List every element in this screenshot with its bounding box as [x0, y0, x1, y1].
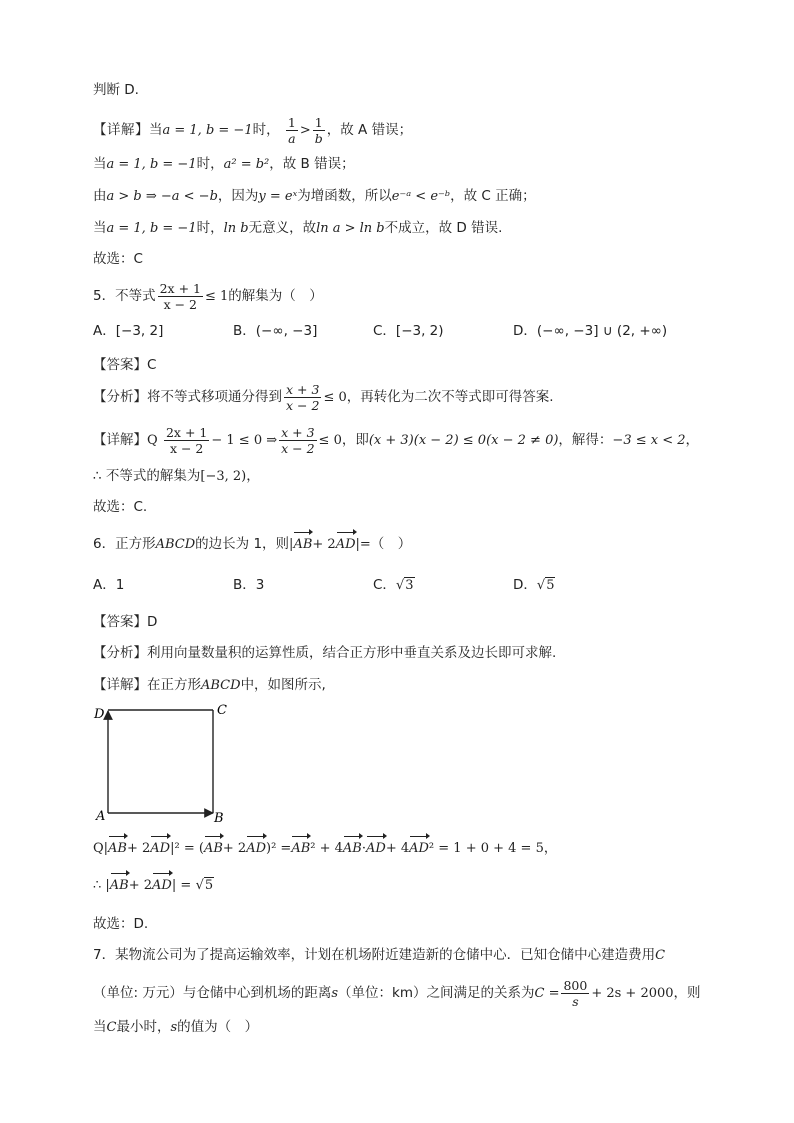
vector: AD	[409, 839, 429, 859]
calculation-line	[93, 838, 557, 859]
numerator: 2x + 1	[159, 280, 201, 296]
final-answer-line	[93, 497, 147, 517]
denominator: x − 2	[163, 296, 197, 312]
math: |	[289, 537, 294, 552]
math: a = 1, b = −1	[106, 221, 197, 236]
text: 当	[93, 220, 107, 236]
question-7-line-3	[93, 1017, 258, 1038]
detail-tag: 【详解】	[93, 122, 149, 138]
math: ln a > ln b	[316, 221, 385, 236]
math: ≤ 0	[318, 433, 342, 448]
math: a > b ⇒ −a < −b	[106, 189, 218, 204]
text: ，则	[673, 985, 701, 1001]
denominator: x − 2	[281, 440, 315, 456]
math: a = 1, b = −1	[106, 157, 197, 172]
text: （单位: 万元）与仓储中心到机场的距离	[93, 985, 332, 1001]
text: 当	[93, 156, 107, 172]
text: 将不等式移项通分得到	[147, 389, 282, 405]
vector: AD	[152, 876, 172, 896]
text: ，即	[341, 432, 369, 448]
option-a: A．[−3, 2]	[93, 323, 164, 339]
option-c	[373, 575, 513, 596]
fraction	[313, 115, 325, 146]
math: ∴ |	[93, 878, 110, 893]
detail-tag: 【详解】	[93, 677, 147, 693]
text: 7．某物流公司为了提高运输效率，计划在机场附近建造新的仓储中心．已知仓储中心建造费用	[93, 947, 656, 963]
math: e⁻ᵃ < e⁻ᵇ	[391, 189, 451, 204]
fraction	[284, 382, 321, 413]
text: 不成立，故 D 错误.	[384, 220, 503, 236]
math: ABCD	[155, 537, 196, 552]
math: + 2	[128, 878, 153, 893]
denominator: a	[288, 130, 296, 146]
text: 无意义，故	[248, 220, 317, 236]
question-6-stem	[93, 534, 411, 555]
numerator: 2x + 1	[165, 424, 208, 440]
math: ² + 4	[310, 841, 343, 856]
vector: AB	[108, 839, 127, 859]
numerator: x + 3	[286, 381, 320, 397]
text: 的边长为 1，则	[195, 536, 290, 552]
fraction	[158, 281, 203, 312]
text-line	[93, 154, 355, 175]
vertex-label-c: C	[217, 703, 227, 718]
text: ，	[246, 468, 260, 484]
text: 判断 D.	[93, 82, 139, 98]
analysis-line	[93, 378, 554, 416]
math: |=	[355, 537, 371, 552]
question-7-line-1	[93, 945, 665, 966]
sqrt: √3	[395, 578, 414, 593]
text: 当	[149, 122, 163, 138]
vector: AB	[110, 876, 129, 896]
text: 为增函数，所以	[297, 188, 392, 204]
option-b: B．3	[233, 577, 265, 593]
option-label: C．	[373, 577, 396, 593]
text: ，	[685, 432, 700, 448]
math: >	[299, 123, 311, 138]
math: | =	[171, 878, 192, 893]
question-6-options	[93, 575, 555, 596]
math: |² = (	[170, 841, 204, 856]
answer-value: D	[147, 614, 158, 630]
text: ，解得：	[558, 432, 613, 448]
math: ln b	[223, 221, 249, 236]
result-line	[93, 875, 214, 896]
denominator: x − 2	[286, 397, 320, 413]
fraction	[561, 978, 589, 1009]
vertex-label-b: B	[214, 811, 224, 826]
text: ，因为	[217, 188, 259, 204]
answer-tag: 【答案】	[93, 614, 147, 630]
answer-value: C	[147, 357, 157, 373]
text: 的值为（ ）	[177, 1019, 259, 1035]
text: （ ）	[370, 536, 412, 552]
text: 故选：D.	[93, 916, 149, 932]
text: 中，如图所示,	[240, 677, 326, 693]
analysis-tag: 【分析】	[93, 645, 147, 661]
denominator: b	[314, 130, 323, 146]
math: − 1 ≤ 0 ⇒	[211, 433, 278, 448]
analysis-tag: 【分析】	[93, 389, 147, 405]
math: Q	[147, 433, 158, 448]
denominator: x − 2	[169, 440, 204, 456]
math: a² = b²	[223, 157, 270, 172]
answer-line	[93, 612, 157, 632]
math: Q|	[93, 841, 109, 856]
math: + 2	[222, 841, 247, 856]
text: 故选：C	[93, 251, 143, 267]
vector: AB	[293, 535, 312, 555]
vertex-label-a: A	[96, 809, 106, 824]
math: C	[655, 948, 666, 963]
vector: AB	[291, 839, 310, 859]
radicand: 5	[546, 578, 555, 593]
vector: AB	[204, 839, 223, 859]
answer-line	[93, 355, 156, 375]
option-label: D．	[513, 577, 537, 593]
numerator: 800	[563, 977, 588, 993]
option-a: A．1	[93, 577, 125, 593]
math: C	[106, 1020, 117, 1035]
sqrt: √5	[195, 878, 214, 893]
math: C =	[534, 986, 560, 1001]
text: ，再转化为二次不等式即可得答案.	[346, 389, 554, 405]
detail-line	[93, 675, 326, 696]
text: 故选：C.	[93, 499, 148, 515]
math: + 2s + 2000	[591, 986, 674, 1001]
text: 在正方形	[147, 677, 201, 693]
text: ，故 A 错误；	[326, 122, 413, 138]
math: a = 1, b = −1	[162, 123, 253, 138]
math: + 2	[127, 841, 151, 856]
text: 利用向量数量积的运算性质，结合正方形中垂直关系及边长即可求解.	[147, 645, 557, 661]
option-c: C．[−3, 2)	[373, 323, 444, 339]
question-number: 5．不等式	[93, 288, 156, 304]
question-5-options	[93, 321, 667, 341]
numerator: 1	[287, 114, 296, 130]
question-5-stem	[93, 277, 323, 315]
text: 由	[93, 188, 107, 204]
vector: AD	[336, 535, 356, 555]
numerator: x + 3	[281, 424, 315, 440]
math: ABCD	[201, 678, 241, 693]
vector: AD	[366, 839, 386, 859]
question-7-line-2	[93, 974, 701, 1012]
math: + 2	[312, 537, 336, 552]
math: s	[331, 986, 339, 1001]
text-line	[93, 218, 502, 239]
text: 当	[93, 1019, 107, 1035]
fraction	[286, 115, 298, 146]
option-b: B．(−∞, −3]	[233, 323, 318, 339]
math: s	[170, 1020, 178, 1035]
math: ·	[361, 841, 366, 856]
text: ∴ 不等式的解集为	[93, 468, 201, 484]
text: ，故 C 正确；	[450, 188, 536, 204]
math: )² =	[266, 841, 292, 856]
text: 最小时，	[116, 1019, 171, 1035]
final-answer-line	[93, 914, 148, 934]
math: ≤ 0	[323, 390, 347, 405]
math: y = eˣ	[258, 189, 298, 204]
fraction	[164, 425, 209, 456]
text: 时，	[196, 220, 224, 236]
conclusion-line	[93, 466, 260, 487]
detail-line	[93, 421, 699, 459]
text: 时，	[196, 156, 224, 172]
math: ² = 1 + 0 + 4 = 5，	[428, 841, 557, 856]
text: 时，	[252, 122, 280, 138]
detail-tag: 【详解】	[93, 432, 147, 448]
text: 的解集为（ ）	[228, 288, 323, 304]
math: ≤ 1	[204, 289, 229, 304]
vector: AD	[150, 839, 170, 859]
detail-line	[93, 113, 412, 147]
vector: AD	[246, 839, 266, 859]
math: (x + 3)(x − 2) ≤ 0(x − 2 ≠ 0)	[368, 433, 559, 448]
text-line	[93, 186, 536, 207]
radicand: 5	[204, 878, 214, 893]
denominator: s	[572, 993, 579, 1009]
answer-tag: 【答案】	[93, 357, 147, 373]
square-figure	[90, 700, 240, 830]
question-number: 6．正方形	[93, 536, 156, 552]
math: [−3, 2)	[200, 469, 247, 484]
option-d	[513, 575, 555, 596]
fraction	[279, 425, 316, 456]
option-d: D．(−∞, −3] ∪ (2, +∞)	[513, 323, 668, 339]
analysis-line	[93, 643, 556, 663]
radicand: 3	[405, 578, 414, 593]
math: −3 ≤ x < 2	[612, 433, 686, 448]
vertex-label-d: D	[94, 707, 105, 722]
numerator: 1	[313, 115, 325, 131]
text: （单位：km）之间满足的关系为	[338, 985, 535, 1001]
text-line	[93, 80, 139, 100]
text-line	[93, 249, 143, 269]
sqrt: √5	[536, 578, 555, 593]
vector: AB	[343, 839, 362, 859]
math: + 4	[385, 841, 410, 856]
text: ，故 B 错误；	[269, 156, 355, 172]
